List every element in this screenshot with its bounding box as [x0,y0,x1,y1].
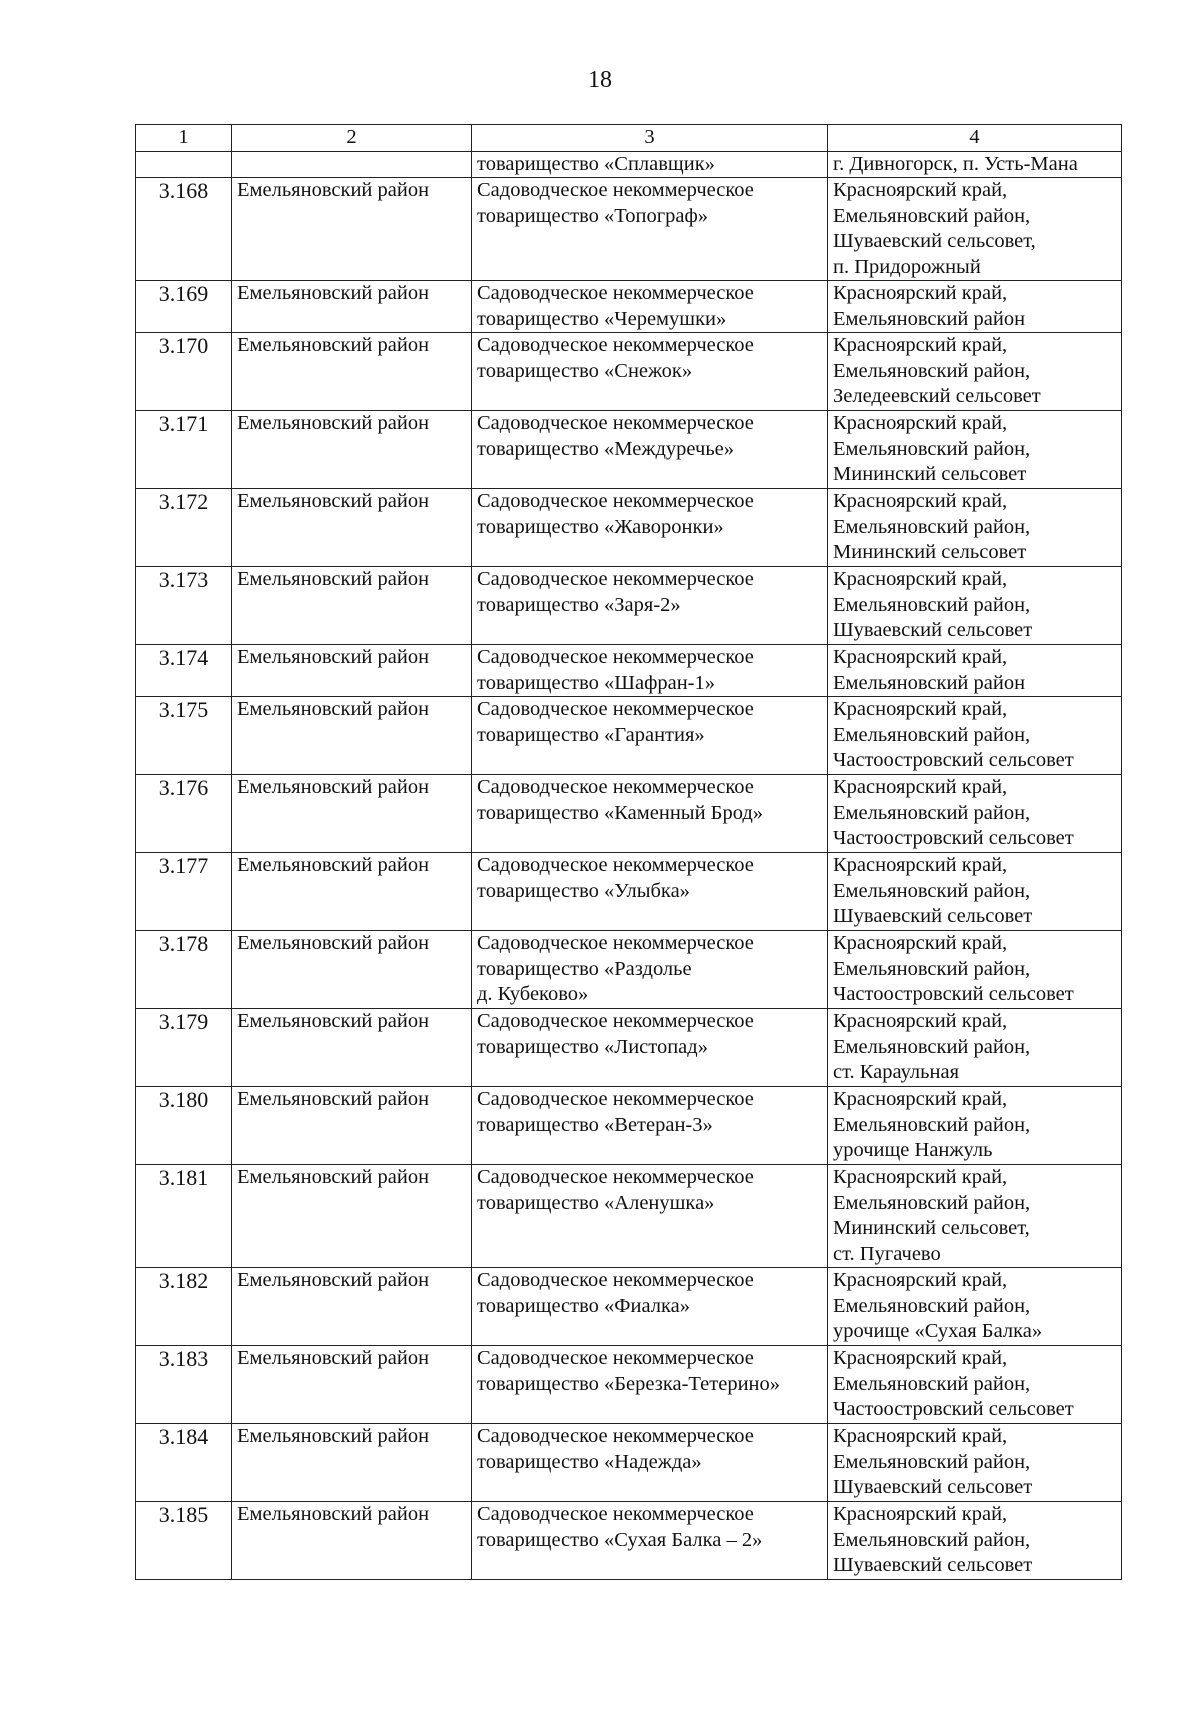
organization-name-cell: Садоводческое некоммерческое товарищество «Топограф» [472,178,828,281]
location-cell: Красноярский край, Емельяновский район [828,645,1122,697]
column-header: 1 [136,125,232,152]
table-row [136,281,1122,333]
district-cell: Емельяновский район [232,853,472,931]
organization-name-cell: Садоводческое некоммерческое товарищество «Междуречье» [472,411,828,489]
district-cell: Емельяновский район [232,775,472,853]
row-number-cell: 3.183 [136,1346,232,1424]
row-number-cell: 3.172 [136,489,232,567]
table-row [136,1268,1122,1346]
district-cell: Емельяновский район [232,1087,472,1165]
district-cell: Емельяновский район [232,281,472,333]
location-cell: Красноярский край, Емельяновский район, Шуваевский сельсовет [828,1502,1122,1580]
row-number-cell: 3.181 [136,1165,232,1268]
organization-name-cell: Садоводческое некоммерческое товарищество «Листопад» [472,1009,828,1087]
district-cell: Емельяновский район [232,411,472,489]
district-cell: Емельяновский район [232,1502,472,1580]
table-row [136,1009,1122,1087]
row-number-cell: 3.175 [136,697,232,775]
row-number-cell: 3.178 [136,931,232,1009]
organization-name-cell: Садоводческое некоммерческое товарищество «Каменный Брод» [472,775,828,853]
location-cell: Красноярский край, Емельяновский район, Мининский сельсовет, ст. Пугачево [828,1165,1122,1268]
location-cell: Красноярский край, Емельяновский район, Мининский сельсовет [828,411,1122,489]
table-row [136,1424,1122,1502]
location-cell: Красноярский край, Емельяновский район, Частоостровский сельсовет [828,697,1122,775]
row-number-cell: 3.174 [136,645,232,697]
table-row [136,411,1122,489]
row-number-cell: 3.176 [136,775,232,853]
table-row-continuation [136,151,1122,178]
location-cell: Красноярский край, Емельяновский район, Шуваевский сельсовет [828,853,1122,931]
location-cell: Красноярский край, Емельяновский район, Шуваевский сельсовет [828,567,1122,645]
column-header: 4 [828,125,1122,152]
location-cell: Красноярский край, Емельяновский район, урочище Нанжуль [828,1087,1122,1165]
district-cell: Емельяновский район [232,1009,472,1087]
district-cell: Емельяновский район [232,1268,472,1346]
organization-name-cell: Садоводческое некоммерческое товарищество «Гарантия» [472,697,828,775]
table-row [136,333,1122,411]
column-header: 3 [472,125,828,152]
organization-name-cell: Садоводческое некоммерческое товарищество «Ветеран-3» [472,1087,828,1165]
district-cell [232,151,472,178]
table-row [136,697,1122,775]
district-cell: Емельяновский район [232,178,472,281]
location-cell: г. Дивногорск, п. Усть-Мана [828,151,1122,178]
table-row [136,567,1122,645]
row-number-cell: 3.177 [136,853,232,931]
table-row [136,1502,1122,1580]
table-row [136,1087,1122,1165]
row-number-cell [136,151,232,178]
table-header-row [136,125,1122,152]
table-row [136,645,1122,697]
table-row [136,775,1122,853]
document-table [135,124,1122,1580]
row-number-cell: 3.179 [136,1009,232,1087]
organization-name-cell: Садоводческое некоммерческое товарищество «Черемушки» [472,281,828,333]
organization-name-cell: Садоводческое некоммерческое товарищество «Сухая Балка – 2» [472,1502,828,1580]
organization-name-cell: товарищество «Сплавщик» [472,151,828,178]
district-cell: Емельяновский район [232,489,472,567]
district-cell: Емельяновский район [232,1424,472,1502]
location-cell: Красноярский край, Емельяновский район [828,281,1122,333]
organization-name-cell: Садоводческое некоммерческое товарищество «Жаворонки» [472,489,828,567]
table-row [136,178,1122,281]
organization-name-cell: Садоводческое некоммерческое товарищество «Надежда» [472,1424,828,1502]
row-number-cell: 3.185 [136,1502,232,1580]
organization-name-cell: Садоводческое некоммерческое товарищество «Березка-Тетерино» [472,1346,828,1424]
location-cell: Красноярский край, Емельяновский район, Шуваевский сельсовет, п. Придорожный [828,178,1122,281]
organization-name-cell: Садоводческое некоммерческое товарищество «Шафран-1» [472,645,828,697]
row-number-cell: 3.170 [136,333,232,411]
location-cell: Красноярский край, Емельяновский район, Частоостровский сельсовет [828,775,1122,853]
column-header: 2 [232,125,472,152]
row-number-cell: 3.171 [136,411,232,489]
table-row [136,1165,1122,1268]
district-cell: Емельяновский район [232,567,472,645]
table-row [136,931,1122,1009]
row-number-cell: 3.168 [136,178,232,281]
district-cell: Емельяновский район [232,931,472,1009]
organization-name-cell: Садоводческое некоммерческое товарищество «Аленушка» [472,1165,828,1268]
organization-name-cell: Садоводческое некоммерческое товарищество «Раздолье д. Кубеково» [472,931,828,1009]
row-number-cell: 3.180 [136,1087,232,1165]
organization-name-cell: Садоводческое некоммерческое товарищество «Фиалка» [472,1268,828,1346]
district-cell: Емельяновский район [232,645,472,697]
district-cell: Емельяновский район [232,1165,472,1268]
location-cell: Красноярский край, Емельяновский район, Частоостровский сельсовет [828,1346,1122,1424]
row-number-cell: 3.173 [136,567,232,645]
page-number: 18 [588,67,612,93]
location-cell: Красноярский край, Емельяновский район, урочище «Сухая Балка» [828,1268,1122,1346]
row-number-cell: 3.169 [136,281,232,333]
organization-name-cell: Садоводческое некоммерческое товарищество «Улыбка» [472,853,828,931]
table-row [136,489,1122,567]
organization-name-cell: Садоводческое некоммерческое товарищество «Заря-2» [472,567,828,645]
location-cell: Красноярский край, Емельяновский район, Зеледеевский сельсовет [828,333,1122,411]
location-cell: Красноярский край, Емельяновский район, ст. Караульная [828,1009,1122,1087]
district-cell: Емельяновский район [232,697,472,775]
district-cell: Емельяновский район [232,333,472,411]
table-body [136,151,1122,1580]
location-cell: Красноярский край, Емельяновский район, Частоостровский сельсовет [828,931,1122,1009]
row-number-cell: 3.182 [136,1268,232,1346]
row-number-cell: 3.184 [136,1424,232,1502]
district-cell: Емельяновский район [232,1346,472,1424]
organization-name-cell: Садоводческое некоммерческое товарищество «Снежок» [472,333,828,411]
location-cell: Красноярский край, Емельяновский район, Шуваевский сельсовет [828,1424,1122,1502]
location-cell: Красноярский край, Емельяновский район, Мининский сельсовет [828,489,1122,567]
table-row [136,853,1122,931]
table-row [136,1346,1122,1424]
